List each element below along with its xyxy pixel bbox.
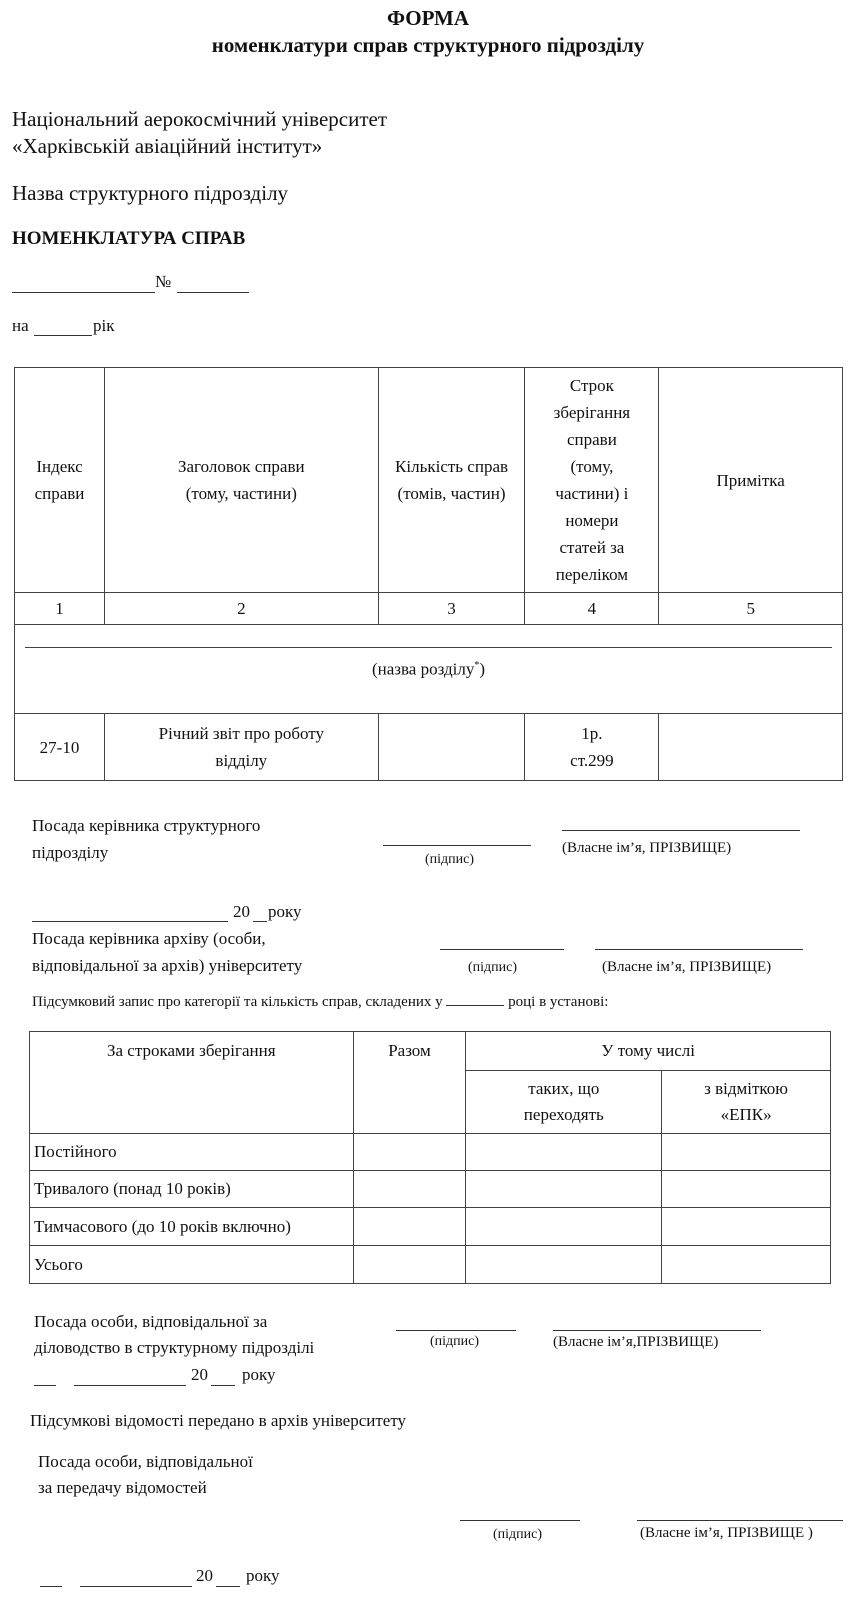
row-label: Тимчасового (до 10 років включно) xyxy=(30,1208,354,1246)
transfer-signature-line[interactable] xyxy=(460,1520,580,1521)
header-including: У тому числі xyxy=(466,1032,831,1071)
row-transferring[interactable] xyxy=(466,1208,662,1246)
header-by-retention: За строками зберігання xyxy=(30,1032,354,1134)
year-prefix: на xyxy=(12,316,29,335)
col-number: 2 xyxy=(104,593,378,625)
row-total[interactable] xyxy=(353,1246,466,1284)
table-row xyxy=(30,1246,831,1284)
row-transferring[interactable] xyxy=(466,1134,662,1171)
org-name-line2: «Харківській авіаційний інститут» xyxy=(12,134,323,158)
archive-head-name-line[interactable] xyxy=(595,949,803,950)
header-note: Примітка xyxy=(659,368,843,593)
col-number: 1 xyxy=(15,593,105,625)
summary-year-blank[interactable] xyxy=(446,993,504,1006)
transfer-year-blank[interactable] xyxy=(216,1586,240,1587)
archive-head-signature-caption: (підпис) xyxy=(468,960,518,975)
col-number: 5 xyxy=(659,593,843,625)
header-total: Разом xyxy=(353,1032,466,1134)
records-officer-position-line2: діловодство в структурному підрозділі xyxy=(34,1338,315,1357)
transfer-date-suffix: року xyxy=(246,1566,280,1585)
nomenclature-table xyxy=(14,367,843,781)
header-epk: з відміткою «ЕПК» xyxy=(662,1071,831,1134)
header-retention: Строк зберігання справи (тому, частини) і номери статей за переліком xyxy=(525,368,659,593)
archive-head-position-line1: Посада керівника архіву (особи, xyxy=(32,929,266,948)
row-transferring[interactable] xyxy=(466,1246,662,1284)
date-suffix-1: року xyxy=(268,902,302,921)
unit-name-label: Назва структурного підрозділу xyxy=(12,181,289,205)
date-century-1: 20 xyxy=(233,902,250,921)
records-officer-day-blank[interactable] xyxy=(34,1385,56,1386)
form-subtitle: номенклатури справ структурного підрозділу xyxy=(211,33,645,57)
doc-heading: НОМЕНКЛАТУРА СПРАВ xyxy=(12,228,246,249)
records-officer-signature-line[interactable] xyxy=(396,1330,516,1331)
transfer-position-line1: Посада особи, відповідальної xyxy=(38,1452,253,1471)
row-label: Тривалого (понад 10 років) xyxy=(30,1171,354,1208)
section-cell[interactable] xyxy=(15,625,843,714)
summary-table xyxy=(29,1031,831,1284)
records-officer-date-century: 20 xyxy=(191,1365,208,1384)
row-epk[interactable] xyxy=(662,1246,831,1284)
column-numbers-row xyxy=(15,593,843,625)
row-index: 27-10 xyxy=(15,714,105,781)
header-transferring: таких, що переходять xyxy=(466,1071,662,1134)
unit-head-signature-line[interactable] xyxy=(383,845,531,846)
transfer-day-blank[interactable] xyxy=(40,1586,62,1587)
transfer-signature-caption: (підпис) xyxy=(493,1527,543,1542)
row-total[interactable] xyxy=(353,1134,466,1171)
header-row xyxy=(15,368,843,593)
section-name-blank[interactable] xyxy=(25,647,832,648)
archive-head-name-caption: (Власне ім’я, ПРІЗВИЩЕ) xyxy=(602,959,772,975)
row-epk[interactable] xyxy=(662,1171,831,1208)
unit-head-name-line[interactable] xyxy=(562,830,800,831)
number-sign: № xyxy=(155,272,172,291)
transfer-note: Підсумкові відомості передано в архів університету xyxy=(30,1411,407,1430)
transfer-date-century: 20 xyxy=(196,1566,213,1585)
transfer-position-line2: за передачу відомостей xyxy=(38,1478,207,1497)
header-count: Кількість справ (томів, частин) xyxy=(378,368,525,593)
transfer-name-line[interactable] xyxy=(637,1520,843,1521)
section-caption: (назва розділу*) xyxy=(371,659,486,679)
table-row xyxy=(15,714,843,781)
header-index: Індекс справи xyxy=(15,368,105,593)
col-number: 3 xyxy=(378,593,525,625)
records-officer-position-line1: Посада особи, відповідальної за xyxy=(34,1312,268,1331)
unit-head-name-caption: (Власне ім’я, ПРІЗВИЩЕ) xyxy=(562,840,732,856)
year-blank[interactable] xyxy=(34,335,92,336)
row-transferring[interactable] xyxy=(466,1171,662,1208)
unit-head-position-line2: підрозділу xyxy=(32,843,109,862)
records-officer-signature-caption: (підпис) xyxy=(430,1334,480,1349)
table-row xyxy=(30,1208,831,1246)
date-year-blank-1[interactable] xyxy=(253,921,267,922)
org-name-line1: Національний аерокосмічний університет xyxy=(12,107,388,131)
unit-head-position-line1: Посада керівника структурного xyxy=(32,816,261,835)
row-total[interactable] xyxy=(353,1171,466,1208)
table-row xyxy=(30,1134,831,1171)
records-officer-date-suffix: року xyxy=(242,1365,276,1384)
records-officer-name-line[interactable] xyxy=(553,1330,761,1331)
number-blank[interactable] xyxy=(177,292,249,293)
archive-head-signature-line[interactable] xyxy=(440,949,564,950)
summary-header-row-1 xyxy=(30,1032,831,1071)
archive-head-position-line2: відповідальної за архів) університету xyxy=(32,956,303,975)
transfer-month-blank[interactable] xyxy=(80,1586,192,1587)
row-title: Річний звіт про роботу відділу xyxy=(104,714,378,781)
table-row xyxy=(30,1171,831,1208)
date-blank-1[interactable] xyxy=(32,921,228,922)
row-count[interactable] xyxy=(378,714,525,781)
row-label: Постійного xyxy=(30,1134,354,1171)
year-suffix: рік xyxy=(93,316,115,335)
transfer-name-caption: (Власне ім’я, ПРІЗВИЩЕ ) xyxy=(640,1525,813,1541)
section-row xyxy=(15,625,843,714)
summary-intro: Підсумковий запис про категорії та кількість справ, складених у році в установі: xyxy=(32,994,609,1010)
row-note[interactable] xyxy=(659,714,843,781)
records-officer-month-blank[interactable] xyxy=(74,1385,186,1386)
records-officer-name-caption: (Власне ім’я,ПРІЗВИЩЕ) xyxy=(553,1334,719,1350)
row-epk[interactable] xyxy=(662,1208,831,1246)
records-officer-year-blank[interactable] xyxy=(211,1385,235,1386)
row-epk[interactable] xyxy=(662,1134,831,1171)
date-blank[interactable] xyxy=(12,292,155,293)
col-number: 4 xyxy=(525,593,659,625)
unit-head-signature-caption: (підпис) xyxy=(425,852,475,867)
header-title: Заголовок справи (тому, частини) xyxy=(104,368,378,593)
row-total[interactable] xyxy=(353,1208,466,1246)
footnote-marker: * xyxy=(474,660,480,671)
form-title: ФОРМА xyxy=(386,6,470,30)
row-label: Усього xyxy=(30,1246,354,1284)
row-retention: 1р. ст.299 xyxy=(525,714,659,781)
